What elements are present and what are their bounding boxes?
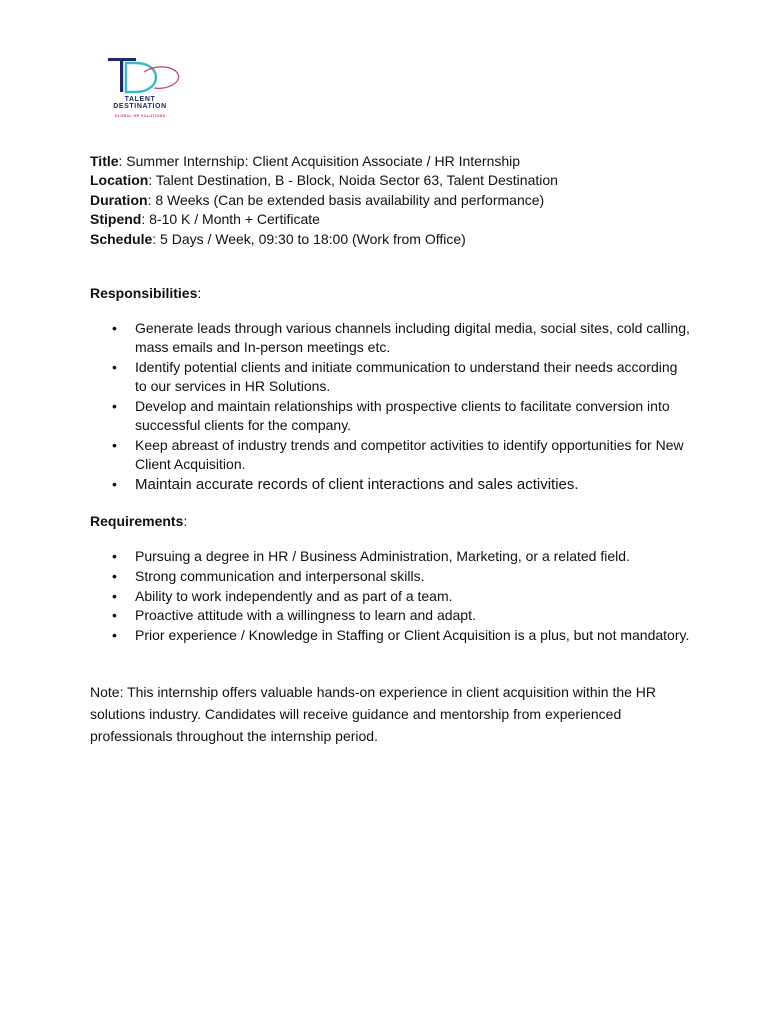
logo-name: TALENT DESTINATION bbox=[113, 96, 167, 110]
responsibilities-list bbox=[90, 319, 690, 495]
list-item: • Proactive attitude with a willingness to learn and adapt. bbox=[112, 607, 476, 624]
list-item: • Identify potential clients and initiate communication to understand their needs according to our services in HR Solutions. bbox=[112, 359, 678, 395]
company-logo bbox=[104, 54, 184, 124]
detail-location: Location: Talent Destination, B - Block, Noida Sector 63, Talent Destination bbox=[90, 172, 558, 189]
job-details bbox=[90, 152, 710, 249]
requirements-heading: Requirements: bbox=[90, 513, 188, 529]
list-item: • Pursuing a degree in HR / Business Administration, Marketing, or a related field. bbox=[112, 548, 630, 564]
list-item: • Develop and maintain relationships with prospective clients to facilitate conversion into successful clients for the company. bbox=[112, 398, 670, 434]
list-item: • Keep abreast of industry trends and competitor activities to identify opportunities for New Client Acquisition. bbox=[112, 437, 684, 473]
detail-stipend: Stipend: 8-10 K / Month + Certificate bbox=[90, 211, 320, 228]
logo-monogram-icon bbox=[104, 54, 184, 98]
note-paragraph: Note: This internship offers valuable hands-on experience in client acquisition within the HR solutions industry. Candidates will receive guidance and mentorship from experienced professionals throughout the internship period. bbox=[90, 684, 657, 744]
list-item: • Ability to work independently and as part of a team. bbox=[112, 587, 453, 604]
requirements-list bbox=[90, 547, 690, 646]
responsibilities-heading: Responsibilities: bbox=[90, 285, 202, 301]
detail-duration: Duration: 8 Weeks (Can be extended basis availability and performance) bbox=[90, 191, 545, 208]
list-item: • Prior experience / Knowledge in Staffing or Client Acquisition is a plus, but not mandatory. bbox=[112, 627, 690, 644]
detail-schedule: Schedule: 5 Days / Week, 09:30 to 18:00 (Work from Office) bbox=[90, 230, 466, 247]
logo-tagline: GLOBAL HR SOLUTIONS bbox=[114, 114, 166, 118]
detail-title: Title: Summer Internship: Client Acquisition Associate / HR Internship bbox=[90, 153, 521, 169]
list-item: • Strong communication and interpersonal skills. bbox=[112, 567, 425, 584]
list-item: • Maintain accurate records of client interactions and sales activities. bbox=[112, 476, 579, 493]
list-item: • Generate leads through various channels including digital media, social sites, cold calling, mass emails and In-person meetings etc. bbox=[112, 320, 690, 356]
